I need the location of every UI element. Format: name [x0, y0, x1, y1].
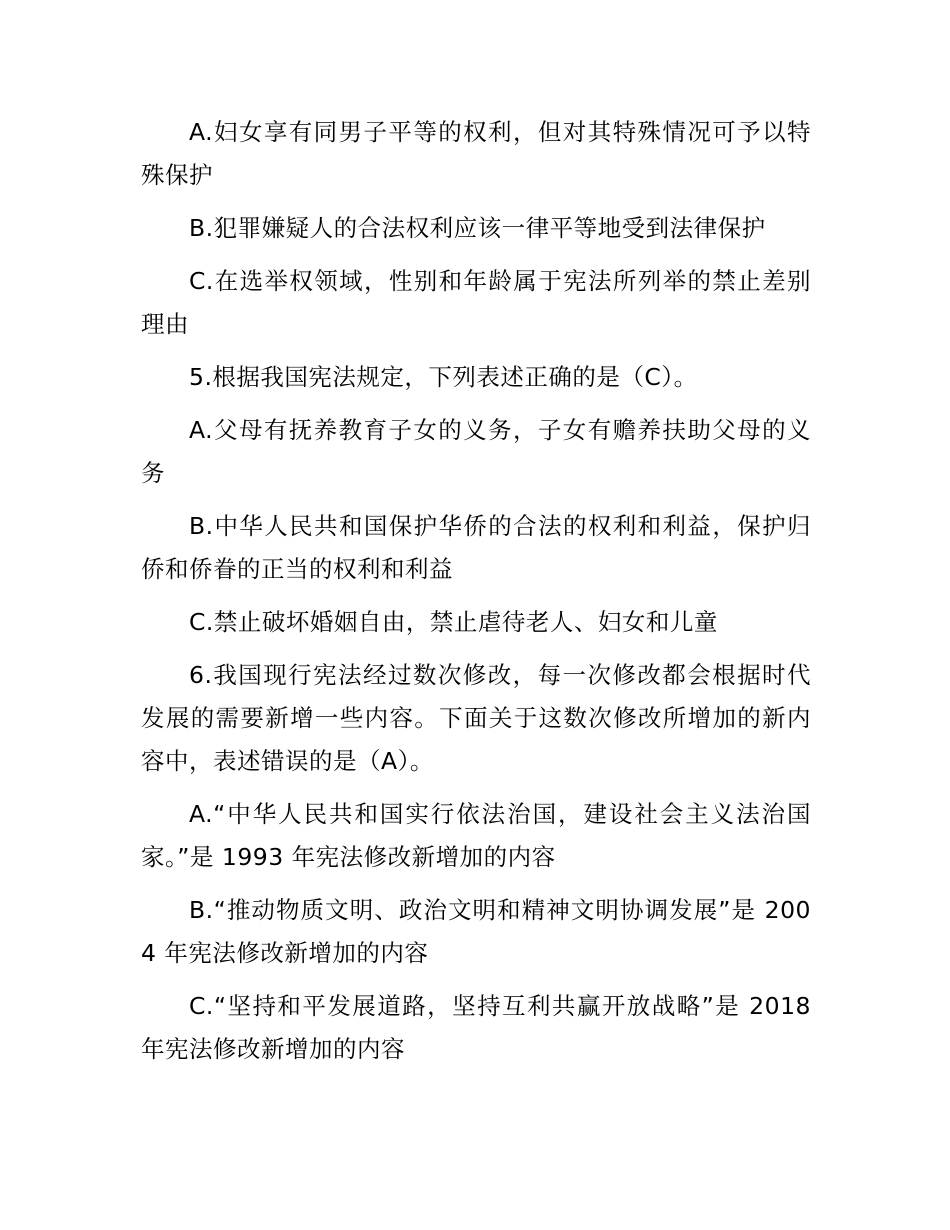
- q5-option-b: B.中华人民共和国保护华侨的合法的权利和利益，保护归侨和侨眷的正当的权利和利益: [141, 512, 811, 583]
- option-a-paragraph: A.妇女享有同男子平等的权利，但对其特殊情况可予以特殊保护: [141, 118, 811, 189]
- question-6: 6.我国现行宪法经过数次修改，每一次修改都会根据时代发展的需要新增一些内容。下面关于这数次修改所增加的新内容中，表述错误的是（A）。: [141, 661, 811, 775]
- option-b-paragraph: B.犯罪嫌疑人的合法权利应该一律平等地受到法律保护: [189, 214, 766, 242]
- q6-option-a: A.“中华人民共和国实行依法治国，建设社会主义法治国家。”是 1993 年宪法修改新增加的内容: [141, 800, 811, 871]
- document-body: [141, 111, 811, 1081]
- q5-option-a: A.父母有抚养教育子女的义务，子女有赡养扶助父母的义务: [141, 416, 811, 487]
- q6-option-b: B.“推动物质文明、政治文明和精神文明协调发展”是 2004 年宪法修改新增加的内容: [141, 896, 811, 967]
- option-c-paragraph: C.在选举权领域，性别和年龄属于宪法所列举的禁止差别理由: [141, 267, 811, 338]
- q6-option-c: C.“坚持和平发展道路，坚持互利共赢开放战略”是 2018 年宪法修改新增加的内容: [141, 992, 811, 1063]
- q5-option-c: C.禁止破坏婚姻自由，禁止虐待老人、妇女和儿童: [189, 608, 718, 636]
- question-5: 5.根据我国宪法规定，下列表述正确的是（C）。: [189, 363, 698, 391]
